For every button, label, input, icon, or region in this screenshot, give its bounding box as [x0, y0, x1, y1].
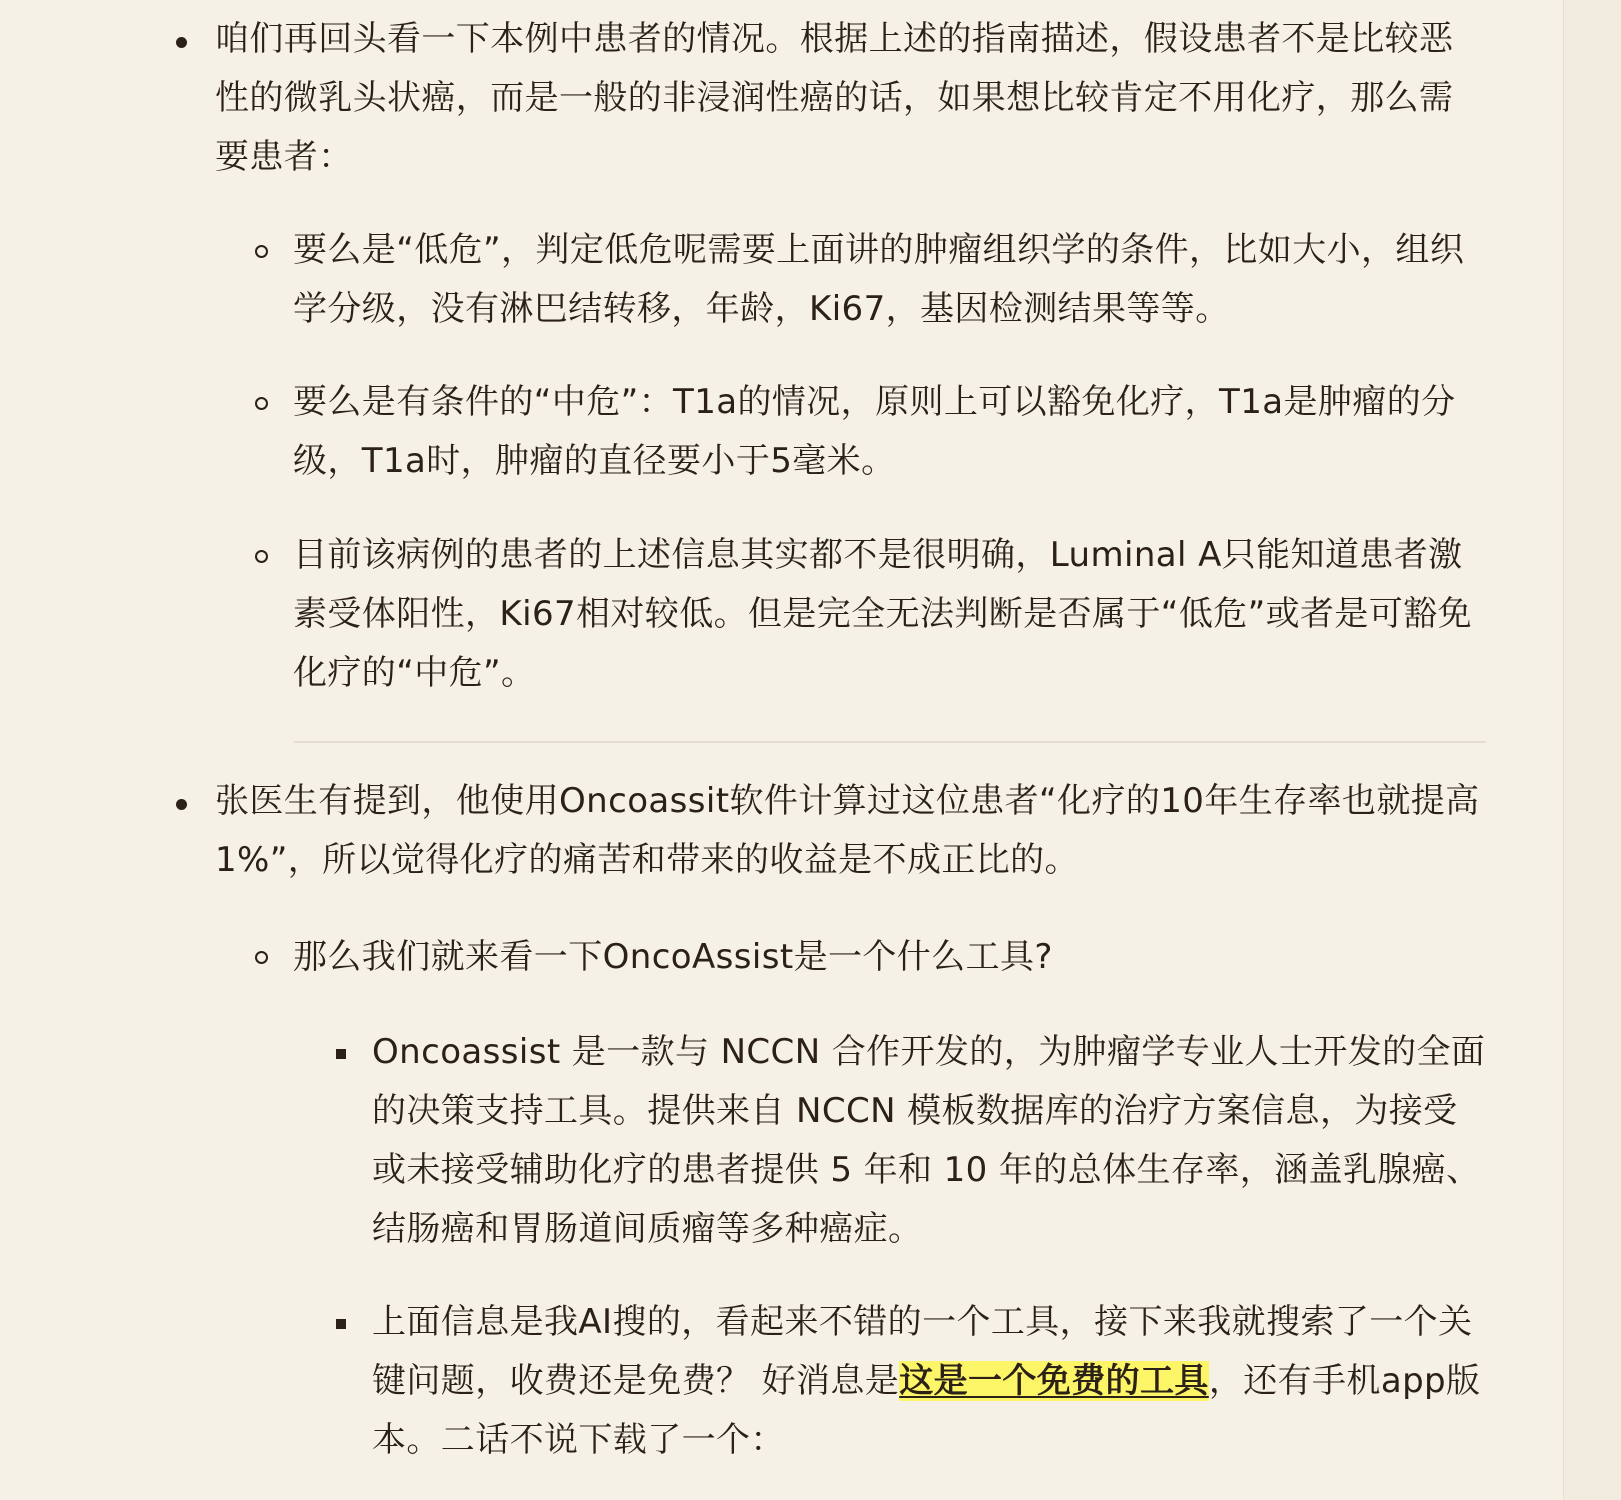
bullet-circle [255, 397, 268, 410]
list-item-text: 目前该病例的患者的上述信息其实都不是很明确，Luminal A只能知道患者激素受体阳性，Ki67相对较低。但是完全无法判断是否属于“低危”或者是可豁免化疗的“中危”。 [293, 535, 1473, 693]
list-item-text: Oncoassist 是一款与 NCCN 合作开发的，为肿瘤学专业人士开发的全面的决策支持工具。提供来自 NCCN 模板数据库的治疗方案信息，为接受或未接受辅助化疗的患者提供 5 年和 10 年的总体生存率，涵盖乳腺癌、结肠癌和胃肠道间质瘤等多种癌症。 [372, 1032, 1486, 1249]
list-item-text: 那么我们就来看一下OncoAssist是一个什么工具? [293, 937, 1053, 977]
divider [294, 741, 1486, 743]
list-item-text: 张医生有提到，他使用Oncoassit软件计算过这位患者“化疗的10年生存率也就提高1%”，所以觉得化疗的痛苦和带来的收益是不成正比的。 [215, 781, 1480, 880]
bullet-disc [176, 37, 187, 48]
text-segment: 上面信息是我AI搜的，看起来不错的一个工具，接下来我就搜索了一个关键问题，收费还是免费？ 好消息是 [372, 1302, 1473, 1401]
list-item-text: 要么是有条件的“中危”：T1a的情况，原则上可以豁免化疗，T1a是肿瘤的分级，T1a时，肿瘤的直径要小于5毫米。 [293, 382, 1456, 481]
bullet-square [336, 1319, 346, 1329]
bullet-circle [255, 245, 268, 258]
bullet-disc [176, 799, 187, 810]
text-segment: ，还有手机app版本。二话不说下载了一个： [372, 1361, 1481, 1460]
page-edge [1563, 0, 1621, 1500]
list-item-text [372, 1293, 1486, 1470]
bullet-square [336, 1049, 346, 1059]
bullet-circle [255, 550, 268, 563]
list-item-text: 要么是“低危”，判定低危呢需要上面讲的肿瘤组织学的条件，比如大小，组织学分级，没有淋巴结转移，年龄，Ki67，基因检测结果等等。 [293, 230, 1465, 329]
bullet-circle [255, 951, 268, 964]
list-item-text: 咱们再回头看一下本例中患者的情况。根据上述的指南描述，假设患者不是比较恶性的微乳头状癌，而是一般的非浸润性癌的话，如果想比较肯定不用化疗，那么需要患者： [215, 19, 1454, 177]
highlighted-text: 这是一个免费的工具 [899, 1361, 1209, 1401]
